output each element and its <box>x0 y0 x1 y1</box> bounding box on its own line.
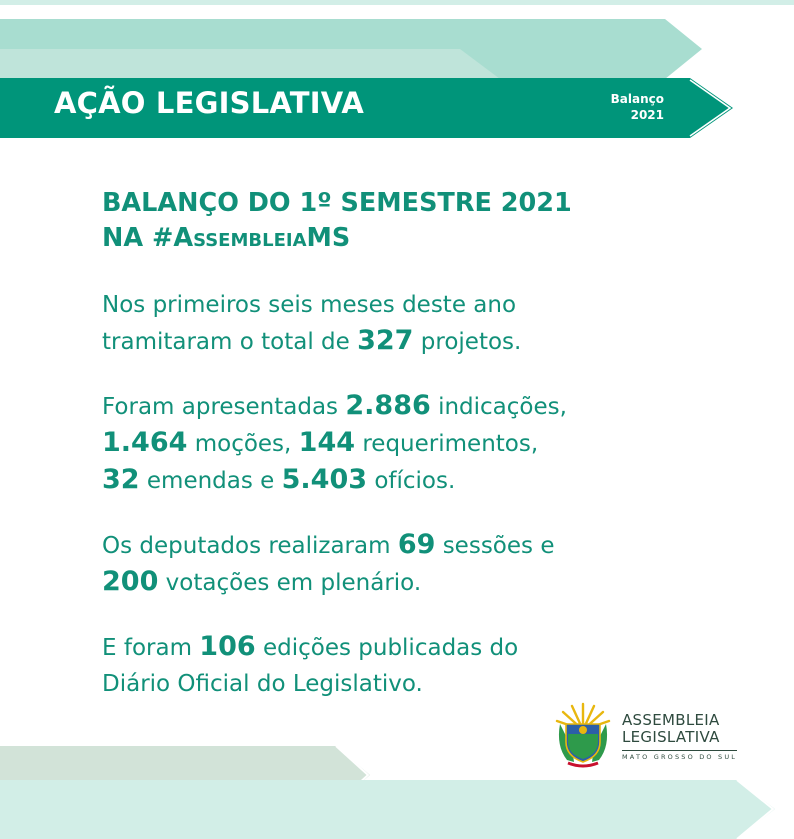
top-pale-band <box>0 0 794 5</box>
p2-text-6: ofícios. <box>367 468 456 494</box>
summary-text <box>102 287 702 702</box>
page-heading <box>102 186 572 258</box>
heading-smallcaps: SSEMBLEIA <box>193 230 307 251</box>
header-title: AÇÃO LEGISLATIVA <box>54 86 365 120</box>
stat-emendas: 32 <box>102 464 140 495</box>
heading-line2 <box>102 221 572 258</box>
badge-year: 2021 <box>630 108 664 122</box>
p2-text-3: moções, <box>187 431 299 457</box>
stat-mocoes: 1.464 <box>102 427 188 458</box>
p2-text-5: emendas e <box>139 468 282 494</box>
p2-text-4: requerimentos, <box>355 431 539 457</box>
header-badge <box>598 91 664 123</box>
p1-text-end: projetos. <box>413 329 522 355</box>
stat-sessoes: 69 <box>397 529 436 560</box>
p1-text: tramitaram o total de <box>102 329 358 355</box>
logo-line2: LEGISLATIVA <box>622 728 720 746</box>
paragraph-projetos <box>102 287 702 360</box>
p2-text: Foram apresentadas <box>102 394 346 420</box>
stat-projetos: 327 <box>357 325 414 356</box>
stat-edicoes: 106 <box>199 631 256 662</box>
stat-indicacoes: 2.886 <box>345 390 431 421</box>
logo-line3: MATO GROSSO DO SUL <box>622 750 737 761</box>
p1-line1: Nos primeiros seis meses deste ano <box>102 292 517 318</box>
footer-decoration <box>0 738 794 839</box>
badge-line1: Balanço <box>610 92 664 106</box>
paragraph-edicoes <box>102 629 702 702</box>
logo-line1: ASSEMBLEIA <box>622 711 720 729</box>
top-inner-band <box>0 49 500 79</box>
p4-text-2: edições publicadas do <box>255 635 519 661</box>
p3-text-3: votações em plenário. <box>158 570 422 596</box>
paragraph-indicacoes <box>102 388 702 499</box>
p3-text-2: sessões e <box>435 533 555 559</box>
paragraph-sessoes <box>102 527 702 601</box>
p3-text: Os deputados realizaram <box>102 533 398 559</box>
p4-text: E foram <box>102 635 200 661</box>
bottom-mint-arrow <box>0 780 775 839</box>
heading-line1: BALANÇO DO 1º SEMESTRE 2021 <box>102 188 572 218</box>
heading-suffix: MS <box>306 223 351 253</box>
stat-requerimentos: 144 <box>298 427 356 458</box>
stat-votacoes: 200 <box>102 566 159 597</box>
p2-text-2: indicações, <box>430 394 567 420</box>
stat-oficios: 5.403 <box>281 464 368 495</box>
heading-prefix: NA #A <box>102 223 194 253</box>
p4-line2: Diário Oficial do Legislativo. <box>102 671 423 697</box>
